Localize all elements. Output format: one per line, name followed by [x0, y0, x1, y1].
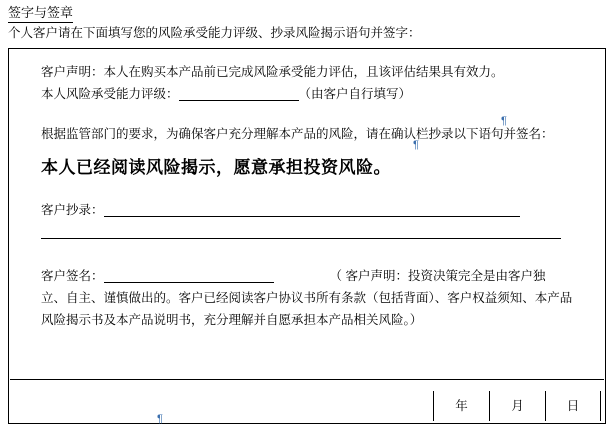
rating-label: 本人风险承受能力评级：: [41, 87, 179, 101]
bold-risk-statement: 本人已经阅读风险揭示，愿意承担投资风险。: [41, 158, 391, 177]
transcribe-line: [41, 199, 591, 221]
signature-box: [8, 48, 606, 424]
date-cell-year[interactable]: 年: [433, 391, 489, 421]
box-content: [41, 61, 591, 331]
transcribe-input-1[interactable]: [104, 216, 520, 217]
declaration-body: 立、自主、谨慎做出的。客户已经阅读客户协议书所有条款（包括背面）、客户权益须知、本产品风险揭示书及本产品说明书，充分理解并自愿承担本产品相关风险。）: [41, 291, 573, 327]
date-cell-day[interactable]: 日: [545, 391, 601, 421]
paragraph-mark-icon: ¶: [157, 413, 163, 425]
intro-text: 个人客户请在下面填写您的风险承受能力评级、抄录风险揭示语句并签字：: [8, 26, 421, 40]
spacer: [41, 243, 591, 265]
footer-divider: [10, 379, 604, 380]
paragraph-mark-icon: ¶: [413, 139, 419, 151]
signature-input[interactable]: [104, 282, 274, 283]
paragraph-mark-icon: ¶: [501, 115, 507, 127]
transcribe-line-2: [41, 221, 591, 243]
spacer: [41, 145, 591, 155]
spacer: [41, 181, 591, 199]
regulator-line: 根据监管部门的要求，为确保客户充分理解本产品的风险，请在确认栏抄录以下语句并签名：: [41, 127, 554, 141]
date-row: [9, 389, 605, 424]
signature-label: 客户签名：: [41, 269, 104, 283]
section-title: 签字与签章: [8, 4, 73, 23]
declaration-open: （ 客户声明：投资决策完全是由客户独: [329, 269, 546, 283]
rating-line: [41, 83, 591, 105]
rating-input[interactable]: [179, 100, 299, 101]
customer-statement-line: 客户声明：本人在购买本产品前已完成风险承受能力评估，且该评估结果具有效力。: [41, 65, 504, 79]
spacer: [41, 105, 591, 123]
transcribe-input-2[interactable]: [41, 238, 561, 239]
date-cell-month[interactable]: 月: [489, 391, 545, 421]
transcribe-label: 客户抄录：: [41, 203, 104, 217]
date-cells: [433, 391, 601, 421]
signature-line: [41, 265, 591, 287]
rating-note: （由客户自行填写）: [298, 87, 412, 101]
